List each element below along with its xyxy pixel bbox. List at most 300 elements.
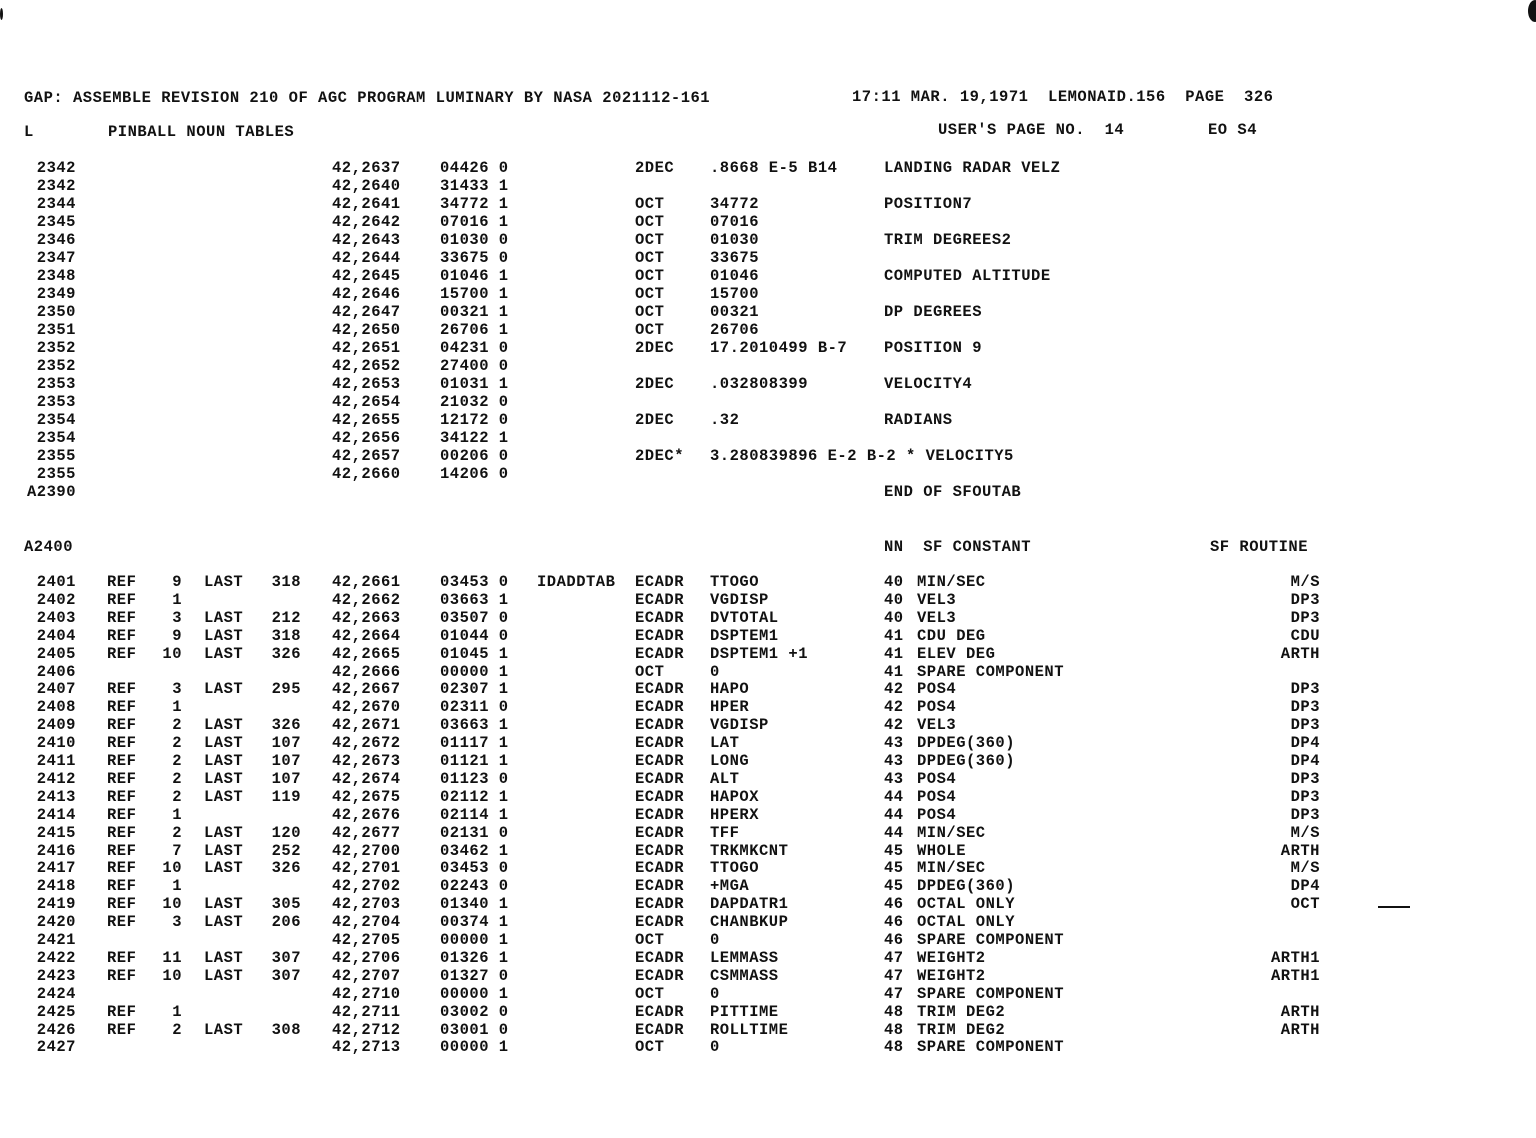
last-label: LAST bbox=[204, 1020, 244, 1039]
operand: CHANBKUP bbox=[710, 913, 789, 932]
opcode: 2DEC* bbox=[635, 447, 685, 465]
octal-word: 26706 1 bbox=[440, 321, 509, 339]
address: 42,2702 bbox=[332, 877, 401, 896]
ref-count: 1 bbox=[172, 805, 182, 824]
address: 42,2704 bbox=[332, 913, 401, 932]
line-number: 2401 bbox=[36, 573, 76, 591]
header-eo: EO S4 bbox=[1208, 121, 1258, 139]
ref-label: REF bbox=[107, 913, 137, 932]
ref-count: 9 bbox=[172, 573, 182, 591]
ref-label: REF bbox=[107, 573, 137, 591]
line-number: A2390 bbox=[26, 483, 76, 501]
line-number: 2344 bbox=[36, 195, 76, 213]
sf-constant: CDU DEG bbox=[917, 626, 986, 645]
opcode: ECADR bbox=[635, 841, 685, 860]
sf-constant: VEL3 bbox=[917, 716, 957, 735]
last-label: LAST bbox=[204, 948, 244, 967]
opcode: OCT bbox=[635, 231, 665, 249]
octal-word: 14206 0 bbox=[440, 465, 509, 483]
sf-routine: ARTH bbox=[1280, 1020, 1320, 1039]
ref-count: 2 bbox=[172, 734, 182, 753]
opcode: OCT bbox=[635, 662, 665, 681]
operand: 26706 bbox=[710, 321, 760, 339]
opcode: 2DEC bbox=[635, 411, 675, 429]
comment: DP DEGREES bbox=[884, 303, 983, 321]
ref-label: REF bbox=[107, 734, 137, 753]
opcode: ECADR bbox=[635, 626, 685, 645]
sf-constant: SPARE COMPONENT bbox=[917, 1038, 1065, 1057]
opcode: ECADR bbox=[635, 1020, 685, 1039]
sf-routine: DP3 bbox=[1290, 608, 1320, 627]
line-number: 2354 bbox=[36, 411, 76, 429]
last-page: 252 bbox=[271, 841, 301, 860]
sf-constant: DPDEG(360) bbox=[917, 734, 1016, 753]
noun-number: 44 bbox=[884, 787, 904, 806]
opcode: OCT bbox=[635, 321, 665, 339]
octal-word: 01046 1 bbox=[440, 267, 509, 285]
last-page: 326 bbox=[271, 716, 301, 735]
last-page: 326 bbox=[271, 644, 301, 663]
last-page: 307 bbox=[271, 948, 301, 967]
ref-label: REF bbox=[107, 590, 137, 609]
line-number: 2419 bbox=[36, 895, 76, 914]
noun-number: 43 bbox=[884, 752, 904, 770]
line-number: 2404 bbox=[36, 626, 76, 645]
sf-constant: POS4 bbox=[917, 769, 957, 788]
line-number: 2427 bbox=[36, 1038, 76, 1057]
noun-number: 42 bbox=[884, 698, 904, 717]
octal-word: 12172 0 bbox=[440, 411, 509, 429]
operand: 00321 bbox=[710, 303, 760, 321]
address: 42,2651 bbox=[332, 339, 401, 357]
scan-edge-mark bbox=[1528, 0, 1536, 22]
ref-count: 1 bbox=[172, 1002, 182, 1021]
last-label: LAST bbox=[204, 752, 244, 770]
operand: DSPTEM1 +1 bbox=[710, 644, 809, 663]
ref-label: REF bbox=[107, 752, 137, 770]
line-number: 2423 bbox=[36, 966, 76, 985]
ref-label: REF bbox=[107, 769, 137, 788]
sf-routine: DP3 bbox=[1290, 787, 1320, 806]
ref-count: 10 bbox=[162, 895, 182, 914]
opcode: ECADR bbox=[635, 752, 685, 770]
address: 42,2657 bbox=[332, 447, 401, 465]
operand: 17.2010499 B-7 bbox=[710, 339, 848, 357]
octal-word: 01121 1 bbox=[440, 752, 509, 770]
opcode: ECADR bbox=[635, 823, 685, 842]
last-label: LAST bbox=[204, 716, 244, 735]
sf-constant: ELEV DEG bbox=[917, 644, 996, 663]
address: 42,2706 bbox=[332, 948, 401, 967]
operand: DAPDATR1 bbox=[710, 895, 789, 914]
opcode: OCT bbox=[635, 267, 665, 285]
line-number: 2353 bbox=[36, 375, 76, 393]
sf-routine: ARTH bbox=[1280, 841, 1320, 860]
address: 42,2656 bbox=[332, 429, 401, 447]
line-number: 2402 bbox=[36, 590, 76, 609]
comment: POSITION7 bbox=[884, 195, 973, 213]
address: 42,2662 bbox=[332, 590, 401, 609]
last-label: LAST bbox=[204, 573, 244, 591]
address: 42,2705 bbox=[332, 931, 401, 949]
noun-number: 45 bbox=[884, 841, 904, 860]
sf-constant: SPARE COMPONENT bbox=[917, 662, 1065, 681]
opcode: ECADR bbox=[635, 680, 685, 699]
header-section-title: PINBALL NOUN TABLES bbox=[108, 123, 295, 141]
last-label: LAST bbox=[204, 680, 244, 699]
ref-count: 2 bbox=[172, 716, 182, 735]
opcode: OCT bbox=[635, 931, 665, 949]
opcode: ECADR bbox=[635, 769, 685, 788]
line-number: 2342 bbox=[36, 159, 76, 177]
ref-count: 2 bbox=[172, 1020, 182, 1039]
ref-label: REF bbox=[107, 716, 137, 735]
line-number: 2349 bbox=[36, 285, 76, 303]
line-number: 2408 bbox=[36, 698, 76, 717]
ref-label: REF bbox=[107, 1020, 137, 1039]
line-number: 2414 bbox=[36, 805, 76, 824]
opcode: ECADR bbox=[635, 787, 685, 806]
sf-constant: WEIGHT2 bbox=[917, 966, 986, 985]
comment: TRIM DEGREES2 bbox=[884, 231, 1012, 249]
ref-label: REF bbox=[107, 841, 137, 860]
opcode: ECADR bbox=[635, 608, 685, 627]
octal-word: 04426 0 bbox=[440, 159, 509, 177]
line-number: 2345 bbox=[36, 213, 76, 231]
octal-word: 15700 1 bbox=[440, 285, 509, 303]
line-number: 2426 bbox=[36, 1020, 76, 1039]
sf-routine: ARTH bbox=[1280, 1002, 1320, 1021]
operand: 0 bbox=[710, 662, 720, 681]
sf-constant: SPARE COMPONENT bbox=[917, 931, 1065, 949]
ref-count: 2 bbox=[172, 787, 182, 806]
address: 42,2666 bbox=[332, 662, 401, 681]
sf-constant: VEL3 bbox=[917, 608, 957, 627]
last-label: LAST bbox=[204, 769, 244, 788]
noun-number: 40 bbox=[884, 573, 904, 591]
address: 42,2646 bbox=[332, 285, 401, 303]
last-page: 119 bbox=[271, 787, 301, 806]
line-number: 2406 bbox=[36, 662, 76, 681]
line-number: 2425 bbox=[36, 1002, 76, 1021]
address: 42,2670 bbox=[332, 698, 401, 717]
ref-label: REF bbox=[107, 626, 137, 645]
octal-word: 33675 0 bbox=[440, 249, 509, 267]
octal-word: 01123 0 bbox=[440, 769, 509, 788]
octal-word: 01117 1 bbox=[440, 734, 509, 753]
last-page: 318 bbox=[271, 573, 301, 591]
last-page: 326 bbox=[271, 859, 301, 878]
noun-number: 42 bbox=[884, 716, 904, 735]
last-label: LAST bbox=[204, 859, 244, 878]
sf-routine: DP4 bbox=[1290, 734, 1320, 753]
octal-word: 02112 1 bbox=[440, 787, 509, 806]
section2-seq: A2400 bbox=[24, 538, 74, 556]
ref-label: REF bbox=[107, 787, 137, 806]
line-number: 2410 bbox=[36, 734, 76, 753]
address: 42,2645 bbox=[332, 267, 401, 285]
ref-count: 3 bbox=[172, 608, 182, 627]
ref-count: 10 bbox=[162, 859, 182, 878]
octal-word: 02243 0 bbox=[440, 877, 509, 896]
ref-count: 2 bbox=[172, 823, 182, 842]
octal-word: 03507 0 bbox=[440, 608, 509, 627]
last-page: 212 bbox=[271, 608, 301, 627]
address: 42,2673 bbox=[332, 752, 401, 770]
scan-edge-mark bbox=[0, 8, 3, 20]
operand: 01030 bbox=[710, 231, 760, 249]
section2-routine-label: SF ROUTINE bbox=[1210, 538, 1309, 556]
line-number: 2405 bbox=[36, 644, 76, 663]
operand: 07016 bbox=[710, 213, 760, 231]
sf-constant: MIN/SEC bbox=[917, 859, 986, 878]
address: 42,2660 bbox=[332, 465, 401, 483]
line-number: 2424 bbox=[36, 984, 76, 1003]
last-label: LAST bbox=[204, 913, 244, 932]
opcode: 2DEC bbox=[635, 159, 675, 177]
comment: LANDING RADAR VELZ bbox=[884, 159, 1061, 177]
opcode: ECADR bbox=[635, 877, 685, 896]
line-number: 2355 bbox=[36, 447, 76, 465]
sf-routine: ARTH1 bbox=[1270, 966, 1320, 985]
octal-word: 34122 1 bbox=[440, 429, 509, 447]
last-page: 318 bbox=[271, 626, 301, 645]
line-number: 2354 bbox=[36, 429, 76, 447]
opcode: ECADR bbox=[635, 644, 685, 663]
address: 42,2644 bbox=[332, 249, 401, 267]
operand: 0 bbox=[710, 984, 720, 1003]
line-number: 2407 bbox=[36, 680, 76, 699]
sf-constant: POS4 bbox=[917, 787, 957, 806]
line-number: 2348 bbox=[36, 267, 76, 285]
noun-number: 41 bbox=[884, 626, 904, 645]
last-label: LAST bbox=[204, 823, 244, 842]
octal-word: 01340 1 bbox=[440, 895, 509, 914]
octal-word: 01326 1 bbox=[440, 948, 509, 967]
sf-routine: DP4 bbox=[1290, 752, 1320, 770]
operand: LAT bbox=[710, 734, 740, 753]
opcode: ECADR bbox=[635, 734, 685, 753]
address: 42,2711 bbox=[332, 1002, 401, 1021]
noun-number: 47 bbox=[884, 948, 904, 967]
octal-word: 00000 1 bbox=[440, 662, 509, 681]
operand: DSPTEM1 bbox=[710, 626, 779, 645]
sf-constant: MIN/SEC bbox=[917, 823, 986, 842]
sf-constant: DPDEG(360) bbox=[917, 877, 1016, 896]
octal-word: 00321 1 bbox=[440, 303, 509, 321]
last-label: LAST bbox=[204, 787, 244, 806]
sf-routine: DP3 bbox=[1290, 769, 1320, 788]
last-page: 107 bbox=[271, 734, 301, 753]
noun-number: 44 bbox=[884, 805, 904, 824]
address: 42,2655 bbox=[332, 411, 401, 429]
octal-word: 02131 0 bbox=[440, 823, 509, 842]
ref-label: REF bbox=[107, 608, 137, 627]
sf-constant: TRIM DEG2 bbox=[917, 1002, 1006, 1021]
address: 42,2654 bbox=[332, 393, 401, 411]
last-page: 206 bbox=[271, 913, 301, 932]
operand: 33675 bbox=[710, 249, 760, 267]
scan-dash-mark bbox=[1378, 906, 1410, 908]
octal-word: 07016 1 bbox=[440, 213, 509, 231]
line-number: 2409 bbox=[36, 716, 76, 735]
comment: RADIANS bbox=[884, 411, 953, 429]
noun-number: 46 bbox=[884, 913, 904, 932]
operand: .032808399 bbox=[710, 375, 809, 393]
line-number: 2412 bbox=[36, 769, 76, 788]
operand: 3.280839896 E-2 B-2 * VELOCITY5 bbox=[710, 447, 1014, 465]
sf-routine: ARTH bbox=[1280, 644, 1320, 663]
sf-routine: DP3 bbox=[1290, 680, 1320, 699]
line-number: 2421 bbox=[36, 931, 76, 949]
operand: CSMMASS bbox=[710, 966, 779, 985]
comment: POSITION 9 bbox=[884, 339, 983, 357]
sf-constant: WEIGHT2 bbox=[917, 948, 986, 967]
address: 42,2671 bbox=[332, 716, 401, 735]
sf-routine: DP3 bbox=[1290, 590, 1320, 609]
line-number: 2351 bbox=[36, 321, 76, 339]
noun-number: 43 bbox=[884, 734, 904, 753]
ref-label: REF bbox=[107, 948, 137, 967]
last-page: 107 bbox=[271, 752, 301, 770]
sf-constant: DPDEG(360) bbox=[917, 752, 1016, 770]
octal-word: 00000 1 bbox=[440, 1038, 509, 1057]
opcode: ECADR bbox=[635, 966, 685, 985]
ref-count: 2 bbox=[172, 752, 182, 770]
address: 42,2703 bbox=[332, 895, 401, 914]
ref-count: 1 bbox=[172, 877, 182, 896]
address: 42,2665 bbox=[332, 644, 401, 663]
line-number: 2355 bbox=[36, 465, 76, 483]
operand: HAPOX bbox=[710, 787, 760, 806]
ref-count: 1 bbox=[172, 590, 182, 609]
ref-count: 9 bbox=[172, 626, 182, 645]
address: 42,2650 bbox=[332, 321, 401, 339]
opcode: OCT bbox=[635, 249, 665, 267]
ref-label: REF bbox=[107, 895, 137, 914]
octal-word: 01044 0 bbox=[440, 626, 509, 645]
octal-word: 01031 1 bbox=[440, 375, 509, 393]
sf-routine: DP3 bbox=[1290, 805, 1320, 824]
comment: COMPUTED ALTITUDE bbox=[884, 267, 1051, 285]
line-number: 2403 bbox=[36, 608, 76, 627]
sf-routine: M/S bbox=[1290, 859, 1320, 878]
noun-number: 40 bbox=[884, 590, 904, 609]
line-number: 2352 bbox=[36, 339, 76, 357]
operand: PITTIME bbox=[710, 1002, 779, 1021]
sf-routine: OCT bbox=[1290, 895, 1320, 914]
octal-word: 00206 0 bbox=[440, 447, 509, 465]
opcode: ECADR bbox=[635, 590, 685, 609]
octal-word: 02311 0 bbox=[440, 698, 509, 717]
last-label: LAST bbox=[204, 608, 244, 627]
last-label: LAST bbox=[204, 966, 244, 985]
operand: HPERX bbox=[710, 805, 760, 824]
address: 42,2701 bbox=[332, 859, 401, 878]
ref-count: 2 bbox=[172, 769, 182, 788]
octal-word: 03663 1 bbox=[440, 716, 509, 735]
operand: 34772 bbox=[710, 195, 760, 213]
sf-constant: OCTAL ONLY bbox=[917, 895, 1016, 914]
sf-constant: SPARE COMPONENT bbox=[917, 984, 1065, 1003]
octal-word: 01030 0 bbox=[440, 231, 509, 249]
operand: TRKMKCNT bbox=[710, 841, 789, 860]
ref-count: 1 bbox=[172, 698, 182, 717]
noun-number: 46 bbox=[884, 931, 904, 949]
ref-count: 11 bbox=[162, 948, 182, 967]
address: 42,2664 bbox=[332, 626, 401, 645]
noun-number: 47 bbox=[884, 984, 904, 1003]
line-number: 2417 bbox=[36, 859, 76, 878]
line-number: 2422 bbox=[36, 948, 76, 967]
sf-routine: CDU bbox=[1290, 626, 1320, 645]
last-page: 107 bbox=[271, 769, 301, 788]
operand: .8668 E-5 B14 bbox=[710, 159, 838, 177]
noun-number: 45 bbox=[884, 859, 904, 878]
ref-label: REF bbox=[107, 805, 137, 824]
operand: LEMMASS bbox=[710, 948, 779, 967]
operand: +MGA bbox=[710, 877, 750, 896]
last-label: LAST bbox=[204, 644, 244, 663]
opcode: 2DEC bbox=[635, 339, 675, 357]
octal-word: 00374 1 bbox=[440, 913, 509, 932]
address: 42,2712 bbox=[332, 1020, 401, 1039]
last-label: LAST bbox=[204, 841, 244, 860]
opcode: OCT bbox=[635, 285, 665, 303]
line-number: 2342 bbox=[36, 177, 76, 195]
ref-count: 10 bbox=[162, 644, 182, 663]
opcode: OCT bbox=[635, 1038, 665, 1057]
octal-word: 04231 0 bbox=[440, 339, 509, 357]
operand: VGDISP bbox=[710, 716, 769, 735]
opcode: OCT bbox=[635, 195, 665, 213]
line-number: 2416 bbox=[36, 841, 76, 860]
opcode: ECADR bbox=[635, 913, 685, 932]
address: 42,2674 bbox=[332, 769, 401, 788]
last-page: 305 bbox=[271, 895, 301, 914]
symbol-label: IDADDTAB bbox=[537, 573, 616, 591]
address: 42,2710 bbox=[332, 984, 401, 1003]
ref-count: 3 bbox=[172, 680, 182, 699]
address: 42,2642 bbox=[332, 213, 401, 231]
noun-number: 47 bbox=[884, 966, 904, 985]
last-page: 308 bbox=[271, 1020, 301, 1039]
header-assembly-line: GAP: ASSEMBLE REVISION 210 OF AGC PROGRAM LUMINARY BY NASA 2021112-161 bbox=[24, 89, 711, 107]
header-users-page: USER'S PAGE NO. 14 bbox=[938, 121, 1125, 139]
line-number: 2418 bbox=[36, 877, 76, 896]
sf-constant: WHOLE bbox=[917, 841, 967, 860]
line-number: 2353 bbox=[36, 393, 76, 411]
line-number: 2413 bbox=[36, 787, 76, 806]
ref-label: REF bbox=[107, 823, 137, 842]
last-page: 120 bbox=[271, 823, 301, 842]
noun-number: 43 bbox=[884, 769, 904, 788]
octal-word: 01327 0 bbox=[440, 966, 509, 985]
sf-routine: DP3 bbox=[1290, 716, 1320, 735]
octal-word: 01045 1 bbox=[440, 644, 509, 663]
noun-number: 44 bbox=[884, 823, 904, 842]
octal-word: 03001 0 bbox=[440, 1020, 509, 1039]
line-number: 2350 bbox=[36, 303, 76, 321]
sf-constant: TRIM DEG2 bbox=[917, 1020, 1006, 1039]
ref-label: REF bbox=[107, 966, 137, 985]
operand: 15700 bbox=[710, 285, 760, 303]
address: 42,2677 bbox=[332, 823, 401, 842]
comment: END OF SFOUTAB bbox=[884, 483, 1022, 501]
octal-word: 27400 0 bbox=[440, 357, 509, 375]
address: 42,2643 bbox=[332, 231, 401, 249]
ref-label: REF bbox=[107, 877, 137, 896]
